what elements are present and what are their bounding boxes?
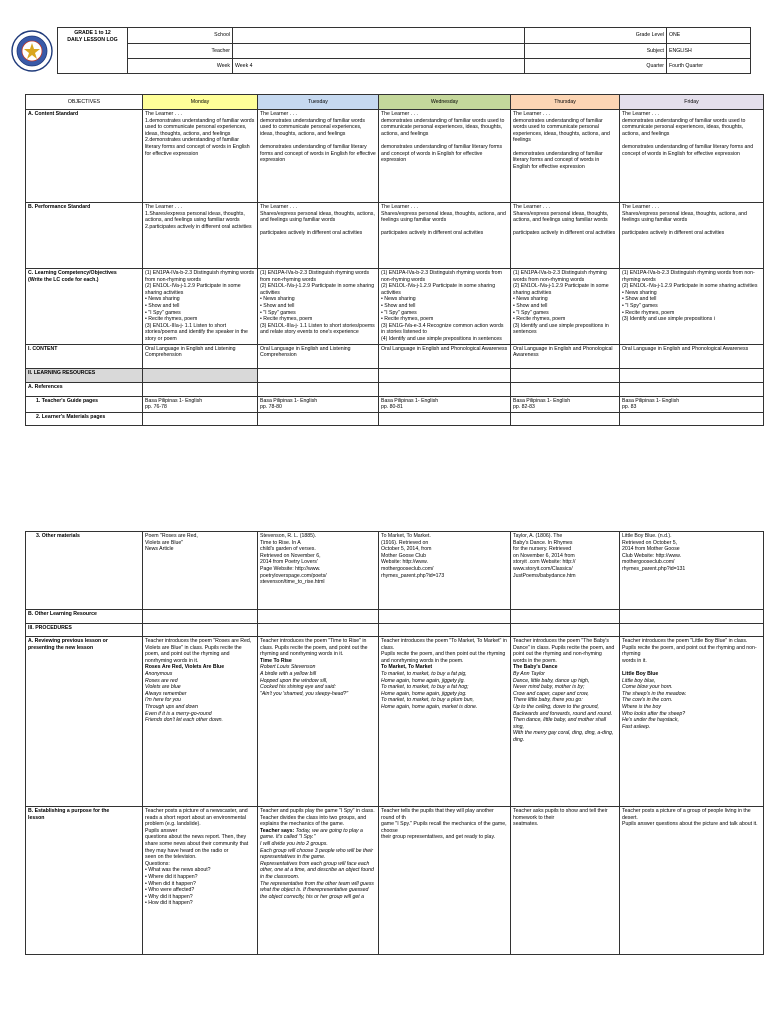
row-label: III. PROCEDURES [26,624,143,637]
cell: Poem "Roses are Red, Violets are Blue" News Article [143,532,258,610]
teacher-label: Teacher [128,44,233,59]
intro-text: Teacher introduces the poem "Roses are Red, Violets are Blue" in class. Pupils recite the poem, and point out the rhyming and nonrhyming words in it. [145,638,252,664]
teacher-says-label: Teacher says: [260,827,295,834]
day-monday: Monday [143,95,258,110]
cell: The Learner . . . demonstrates understanding of familiar words used to communicate personal experiences, ideas, thoughts, actions, and feelings demonstrates understanding of familiar literary forms and concept of words in English for effective expression [258,110,379,203]
reviewing-row [26,637,764,807]
cell: Oral Language in English and Phonological Awareness [511,344,620,368]
cell [258,368,379,382]
cell [143,637,258,807]
cell: The Learner . . . Shares/express personal ideas, thoughts, actions, and feelings using familiar words participates actively in different oral activities [258,203,379,269]
week-label: Week [128,59,233,74]
cell: Basa Pilipinas 1- English pp. 76-78 [143,396,258,412]
row-label: B. Establishing a purpose for the lesson [26,807,143,955]
row-label: C. Learning Competency/Objectives (Write the LC code for each.) [26,269,143,345]
row-label: I. CONTENT [26,344,143,368]
cell [620,368,764,382]
cell [143,368,258,382]
intro-text: Teacher introduces the poem "To Market, To Market" in class. Pupils recite the poem, and then point out the rhyming and nonrhyming words in the poem. [381,638,507,664]
poem-text: Little boy blue, Come blow your horn. The sheep's in the meadow. The cow's in the corn. Where is the boy Who looks after the sheep? He's under the haystack, Fast asleep. [622,677,687,730]
poem-text: To market, to market, to buy a fat pig, Home again, home again, jiggety jig. To market, to market, to buy a fat hog; Home again, home again, jiggety jog. To market, to market, to buy a plum bun, Home again, home again, market is done. [381,670,478,710]
cell: (1) EN1PA-IVa-b-2.3 Distinguish rhyming words from non-rhyming words (2) EN1OL-IVa-j-1.2.9 Participate in some sharing activities • News sharing • Show and tell • "I Spy" games • Recite rhymes, poem (3) Identify and use simple prepositions i [620,269,764,345]
row-label: 3. Other materials [26,532,143,610]
cell [620,412,764,425]
cell [511,637,620,807]
cell [143,610,258,624]
poem-text: Anonymous Roses are red Violets are blue Always remember I'm here for you Through ups and down Even if it is a merry-go-round Friends don't let each other down. [145,670,223,724]
lesson-table-page1 [25,94,764,426]
poem-title: The Baby's Dance [513,664,558,671]
cell [258,610,379,624]
school-value [233,28,525,44]
cell: Oral Language in English and Listening Comprehension [143,344,258,368]
day-thursday: Thursday [511,95,620,110]
row-label: 2. Learner's Materials pages [26,412,143,425]
cell [379,610,511,624]
cell: Oral Language in English and Phonological Awareness [620,344,764,368]
other-resource-row [26,610,764,624]
grade-value: ONE [667,28,751,44]
cell: Stevenson, R. L. (1885). Time to Rise. In A child's garden of verses. Retrieved on November 6, 2014 from Poetry Lovers' Page Website: http://www. poetryloverspage.com/poets/ stevenson/time_to_rise.html [258,532,379,610]
cell [379,368,511,382]
row-label: B. Other Learning Resource [26,610,143,624]
poem-title: To Market, To Market [381,664,433,671]
content-standard-row [26,110,764,203]
resources-row [26,368,764,382]
cell: The Learner . . . demonstrates understanding of familiar words used to communicate personal experiences, ideas, thoughts, actions, and feelings demonstrates understanding of familiar literary forms and concept of words in English for effective expression [379,110,511,203]
tg-row [26,396,764,412]
cell [620,624,764,637]
lm-row [26,412,764,425]
references-row [26,382,764,396]
intro-text: Teacher and pupils play the game "I Spy" in class. Teacher divides the class into two groups, and explains the mechanics of the game. [260,808,375,828]
day-tuesday: Tuesday [258,95,379,110]
subject-value: ENGLISH [667,44,751,59]
cell: Teacher tells the pupils that they will play another round of th game "I Spy." Pupils recall the mechanics of the game, choose their group representatives, and get ready to play. [379,807,511,955]
header-table [57,27,751,74]
cell [379,637,511,807]
deped-seal-logo [11,30,53,72]
cell [258,412,379,425]
day-wednesday: Wednesday [379,95,511,110]
cell: Teacher posts a picture of a newscaster, and reads a short report about an environmental problem (e.g. landslide). Pupils answer questions about the news report. Then, they share some news about their community that they may have heard on the radio or seen on the television. Questions: • What was the news about? • Where did it happen? • When did it happen? • Who were affected? • Why did it happen? • How did it happen? [143,807,258,955]
cell: Basa Pilipinas 1- English pp. 78-80 [258,396,379,412]
subject-label: Subject [525,44,667,59]
row-label: A. Reviewing previous lesson or presenting the new lesson [26,637,143,807]
title-cell [58,28,128,74]
cell [620,382,764,396]
cell [511,610,620,624]
cell: To Market, To Market. (1916). Retrieved on October 5, 2014, from Mother Goose Club Website: http://www. mothergooseclub.com/ rhymes_parent.php?id=173 [379,532,511,610]
row-label: B. Performance Standard [26,203,143,269]
cell [258,637,379,807]
cell: Oral Language in English and Phonological Awareness [379,344,511,368]
cell [258,624,379,637]
cell: Basa Pilipinas 1- English pp. 83 [620,396,764,412]
cell [620,610,764,624]
title-line1: GRADE 1 to 12 [74,30,111,36]
cell: (1) EN1PA-IVa-b-2.3 Distinguish rhyming words from non-rhyming words (2) EN1OL-IVa-j-1.2.9 Participate in some sharing activities • News sharing • Show and tell • "I Spy" games • Recite rhymes, poem (3) EN1OL-IIIa-j- 1.1 Listen to short stories/poems and relate story events to one's experience [258,269,379,345]
cell [379,624,511,637]
cell: The Learner . . . Shares/express personal ideas, thoughts, actions, and feelings using familiar words participates actively in different oral activities [379,203,511,269]
cell: The Learner . . . 1.demonstrates understanding of familiar words used to communicate personal experiences, ideas, thoughts, actions, and feelings 2.demonstrates understanding of familiar literary forms and concept of words in English for effective expression [143,110,258,203]
competency-row [26,269,764,345]
cell [379,382,511,396]
cell [143,624,258,637]
cell: (1) EN1PA-IVa-b-2.3 Distinguish rhyming words from non-rhyming words (2) EN1OL-IVa-j-1.2.9 Participate in some sharing activities • News sharing • Show and tell • "I Spy" games • Recite rhymes, poem (3) Identify and use simple prepositions in sentences [511,269,620,345]
cell: The Learner . . . demonstrates understanding of familiar words used to communicate personal experiences, ideas, thoughts, actions, and feelings demonstrates understanding of familiar literary forms and concept of words in English for effective expression [620,110,764,203]
cell [379,412,511,425]
cell [620,637,764,807]
cell: The Learner . . . 1.Shares/express personal ideas, thoughts, actions, and feelings using familiar words 2.participates actively in different oral activities [143,203,258,269]
poem-text: Robert Louis Stevenson A birdie with a yellow bill Hopped upon the window sill, Cocked his shining eye and said: "Ain't you 'shamed, you sleepy-head?" [260,664,349,697]
cell [258,382,379,396]
intro-text: Teacher introduces the poem "The Baby's Dance" in class. Pupils recite the poem, and point out the rhyming and non-rhyming words in the poem. [513,638,615,664]
cell: Teacher asks pupils to show and tell their homework to their seatmates. [511,807,620,955]
cell: The Learner . . . demonstrates understanding of familiar words used to communicate personal experiences, ideas, thoughts, actions, and feelings demonstrates understanding of familiar literary forms and concept of words in English for effective expression [511,110,620,203]
performance-standard-row [26,203,764,269]
teacher-says-text: Today, we are going to play a game. It's called "I Spy." I will divide you into 2 groups. Each group will choose 3 people who will be their representatives in the game. Representatives from each group will face each other, one at a time, and describe an object found in the classroom. The representative from the other team will guess what the object is. If therepresentative guessed the object correctly, his or her group will get a [260,827,374,900]
cell [258,807,379,955]
school-label: School [128,28,233,44]
intro-text: Teacher introduces the poem "Time to Rise" in class. Pupils recite the poem, and point out the rhyming and nonrhyming words in it. [260,638,368,658]
row-label: A. Content Standard [26,110,143,203]
poem-title: Roses Are Red, Violets Are Blue [145,664,225,671]
cell: The Learner . . . Shares/express personal ideas, thoughts, actions, and feelings using familiar words participates actively in different oral activities [511,203,620,269]
teacher-value [233,44,525,59]
row-label: II. LEARNING RESOURCES [26,368,143,382]
row-label: A. References [26,382,143,396]
other-materials-row [26,532,764,610]
cell [511,412,620,425]
day-header-row [26,95,764,110]
quarter-value: Fourth Quarter [667,59,751,74]
cell: (1) EN1PA-IVa-b-2.3 Distinguish rhyming words from non-rhyming words (2) EN1OL-IVa-j-1.2.9 Participate in some sharing activities • News sharing • Show and tell • "I Spy" games • Recite rhymes, poem (3) EN1OL-IIIa-j- 1.1 Listen to short stories/poems and identify the speaker in the story or poem [143,269,258,345]
cell: Basa Pilipinas 1- English pp. 82-83 [511,396,620,412]
cell: Taylor, A. (1806). The Baby's Dance. In Rhymes for the nursery. Retrieved on November 6, 2014 from storyit .com Website: http:// www.storyit.com/Classics/ JustPoems/babydance.htm [511,532,620,610]
cell: (1) EN1PA-IVa-b-2.3 Distinguish rhyming words from non-rhyming words (2) EN1OL-IVa-j-1.2.9 Participate in some sharing activities • News sharing • Show and tell • "I Spy" games • Recite rhymes, poem (3) EN1G-IVa-e-3.4 Recognize common action words in stories listened to (4) Identify and use simple prepositions in sentences [379,269,511,345]
grade-label: Grade Level [525,28,667,44]
intro-text: Teacher introduces the poem "Little Boy Blue" in class. Pupils recite the poem, and point out the rhyming and non-rhyming words in it. [622,638,757,664]
purpose-row [26,807,764,955]
cell [511,368,620,382]
procedures-row [26,624,764,637]
row-label: 1. Teacher's Guide pages [26,396,143,412]
lesson-table-page2 [25,531,764,955]
objectives-header: OBJECTIVES [26,95,143,110]
cell [511,382,620,396]
cell: Teacher posts a picture of a group of people living in the desert. Pupils answer questions about the picture and talk about it. [620,807,764,955]
title-line2: DAILY LESSON LOG [67,36,118,43]
cell [511,624,620,637]
week-value: Week 4 [233,59,525,74]
cell: Oral Language in English and Listening Comprehension [258,344,379,368]
cell [143,382,258,396]
quarter-label: Quarter [525,59,667,74]
cell [143,412,258,425]
day-friday: Friday [620,95,764,110]
cell: Basa Pilipinas 1- English pp. 80-81 [379,396,511,412]
cell: Little Boy Blue. (n.d.). Retrieved on October 5, 2014 from Mother Goose Club Website: http://www. mothergooseclub.com/ rhymes_parent.php?id=131 [620,532,764,610]
poem-text: By Ann Taylor Dance, little baby, dance up high, Never mind baby, mother is by; Crow and caper, caper and crow, There little baby, there you go: Up to the ceiling, down to the ground, Backwards and forwards, round and round. Then dance, little baby, and mother shall sing, With the merry gay coral, ding, ding, a-ding, ding. [513,670,614,743]
poem-title: Time To Rise [260,657,292,664]
cell: The Learner . . . Shares/express personal ideas, thoughts, actions, and feelings using familiar words participates actively in different oral activities [620,203,764,269]
poem-title: Little Boy Blue [622,670,659,677]
content-row [26,344,764,368]
